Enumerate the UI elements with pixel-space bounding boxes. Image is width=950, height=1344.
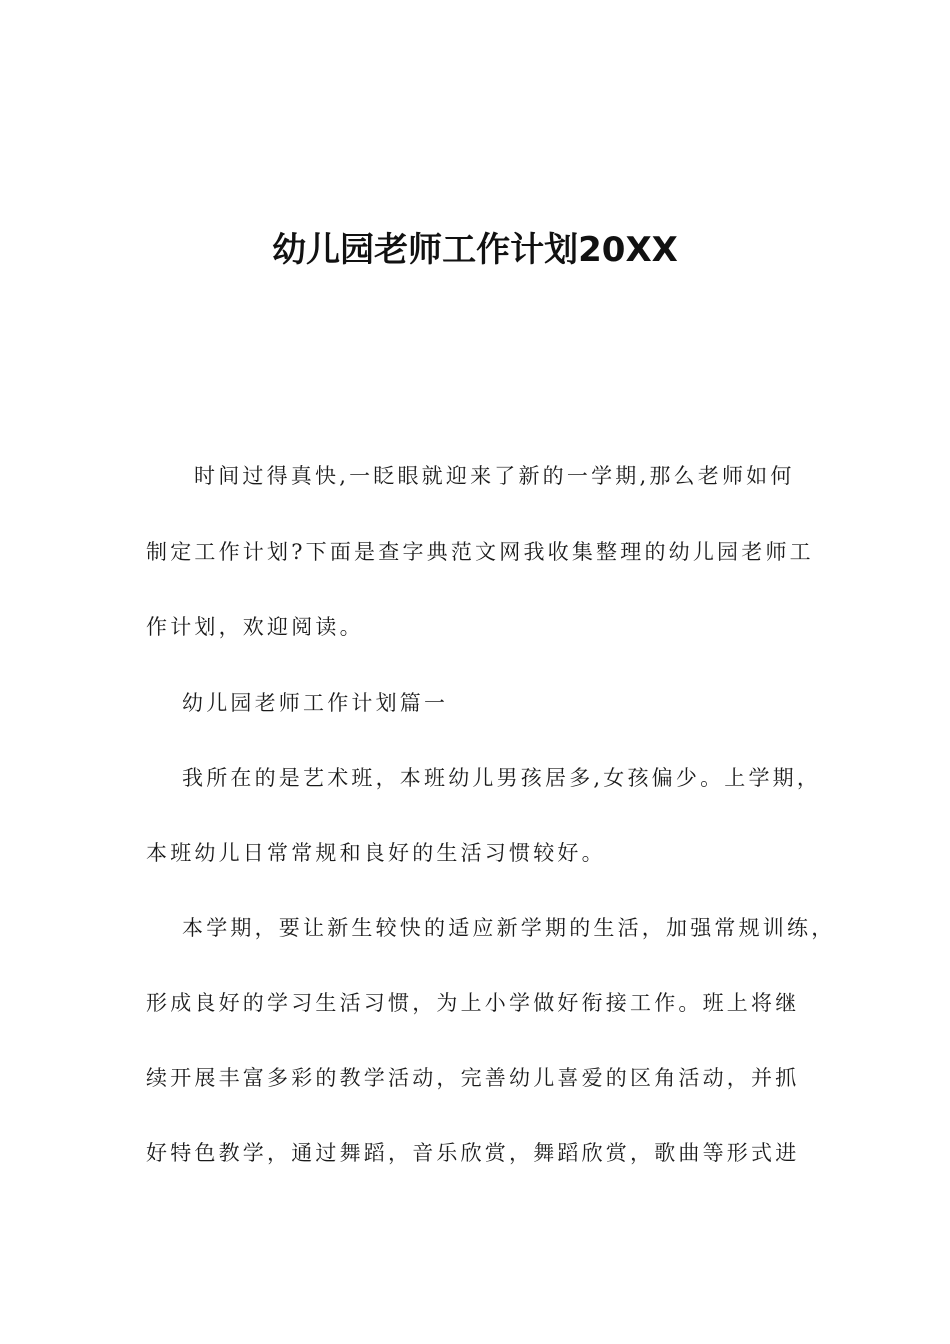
paragraph-line: 本学期，要让新生较快的适应新学期的生活，加强常规训练， <box>182 916 836 940</box>
paragraph-line: 本班幼儿日常常规和良好的生活习惯较好。 <box>146 841 606 865</box>
paragraph-line: 我所在的是艺术班，本班幼儿男孩居多,女孩偏少。上学期， <box>182 766 822 790</box>
paragraph-line: 时间过得真快,一眨眼就迎来了新的一学期,那么老师如何 <box>194 464 795 488</box>
section-heading: 幼儿园老师工作计划篇一 <box>182 691 449 715</box>
paragraph-line: 制定工作计划?下面是查字典范文网我收集整理的幼儿园老师工 <box>146 540 814 564</box>
paragraph-line: 作计划，欢迎阅读。 <box>146 615 364 639</box>
document-title: 幼儿园老师工作计划20XX <box>272 230 678 270</box>
paragraph-line: 好特色教学，通过舞蹈，音乐欣赏，舞蹈欣赏，歌曲等形式进 <box>146 1141 800 1165</box>
paragraph-line: 形成良好的学习生活习惯，为上小学做好衔接工作。班上将继 <box>146 991 800 1015</box>
paragraph-line: 续开展丰富多彩的教学活动，完善幼儿喜爱的区角活动，并抓 <box>146 1066 800 1090</box>
